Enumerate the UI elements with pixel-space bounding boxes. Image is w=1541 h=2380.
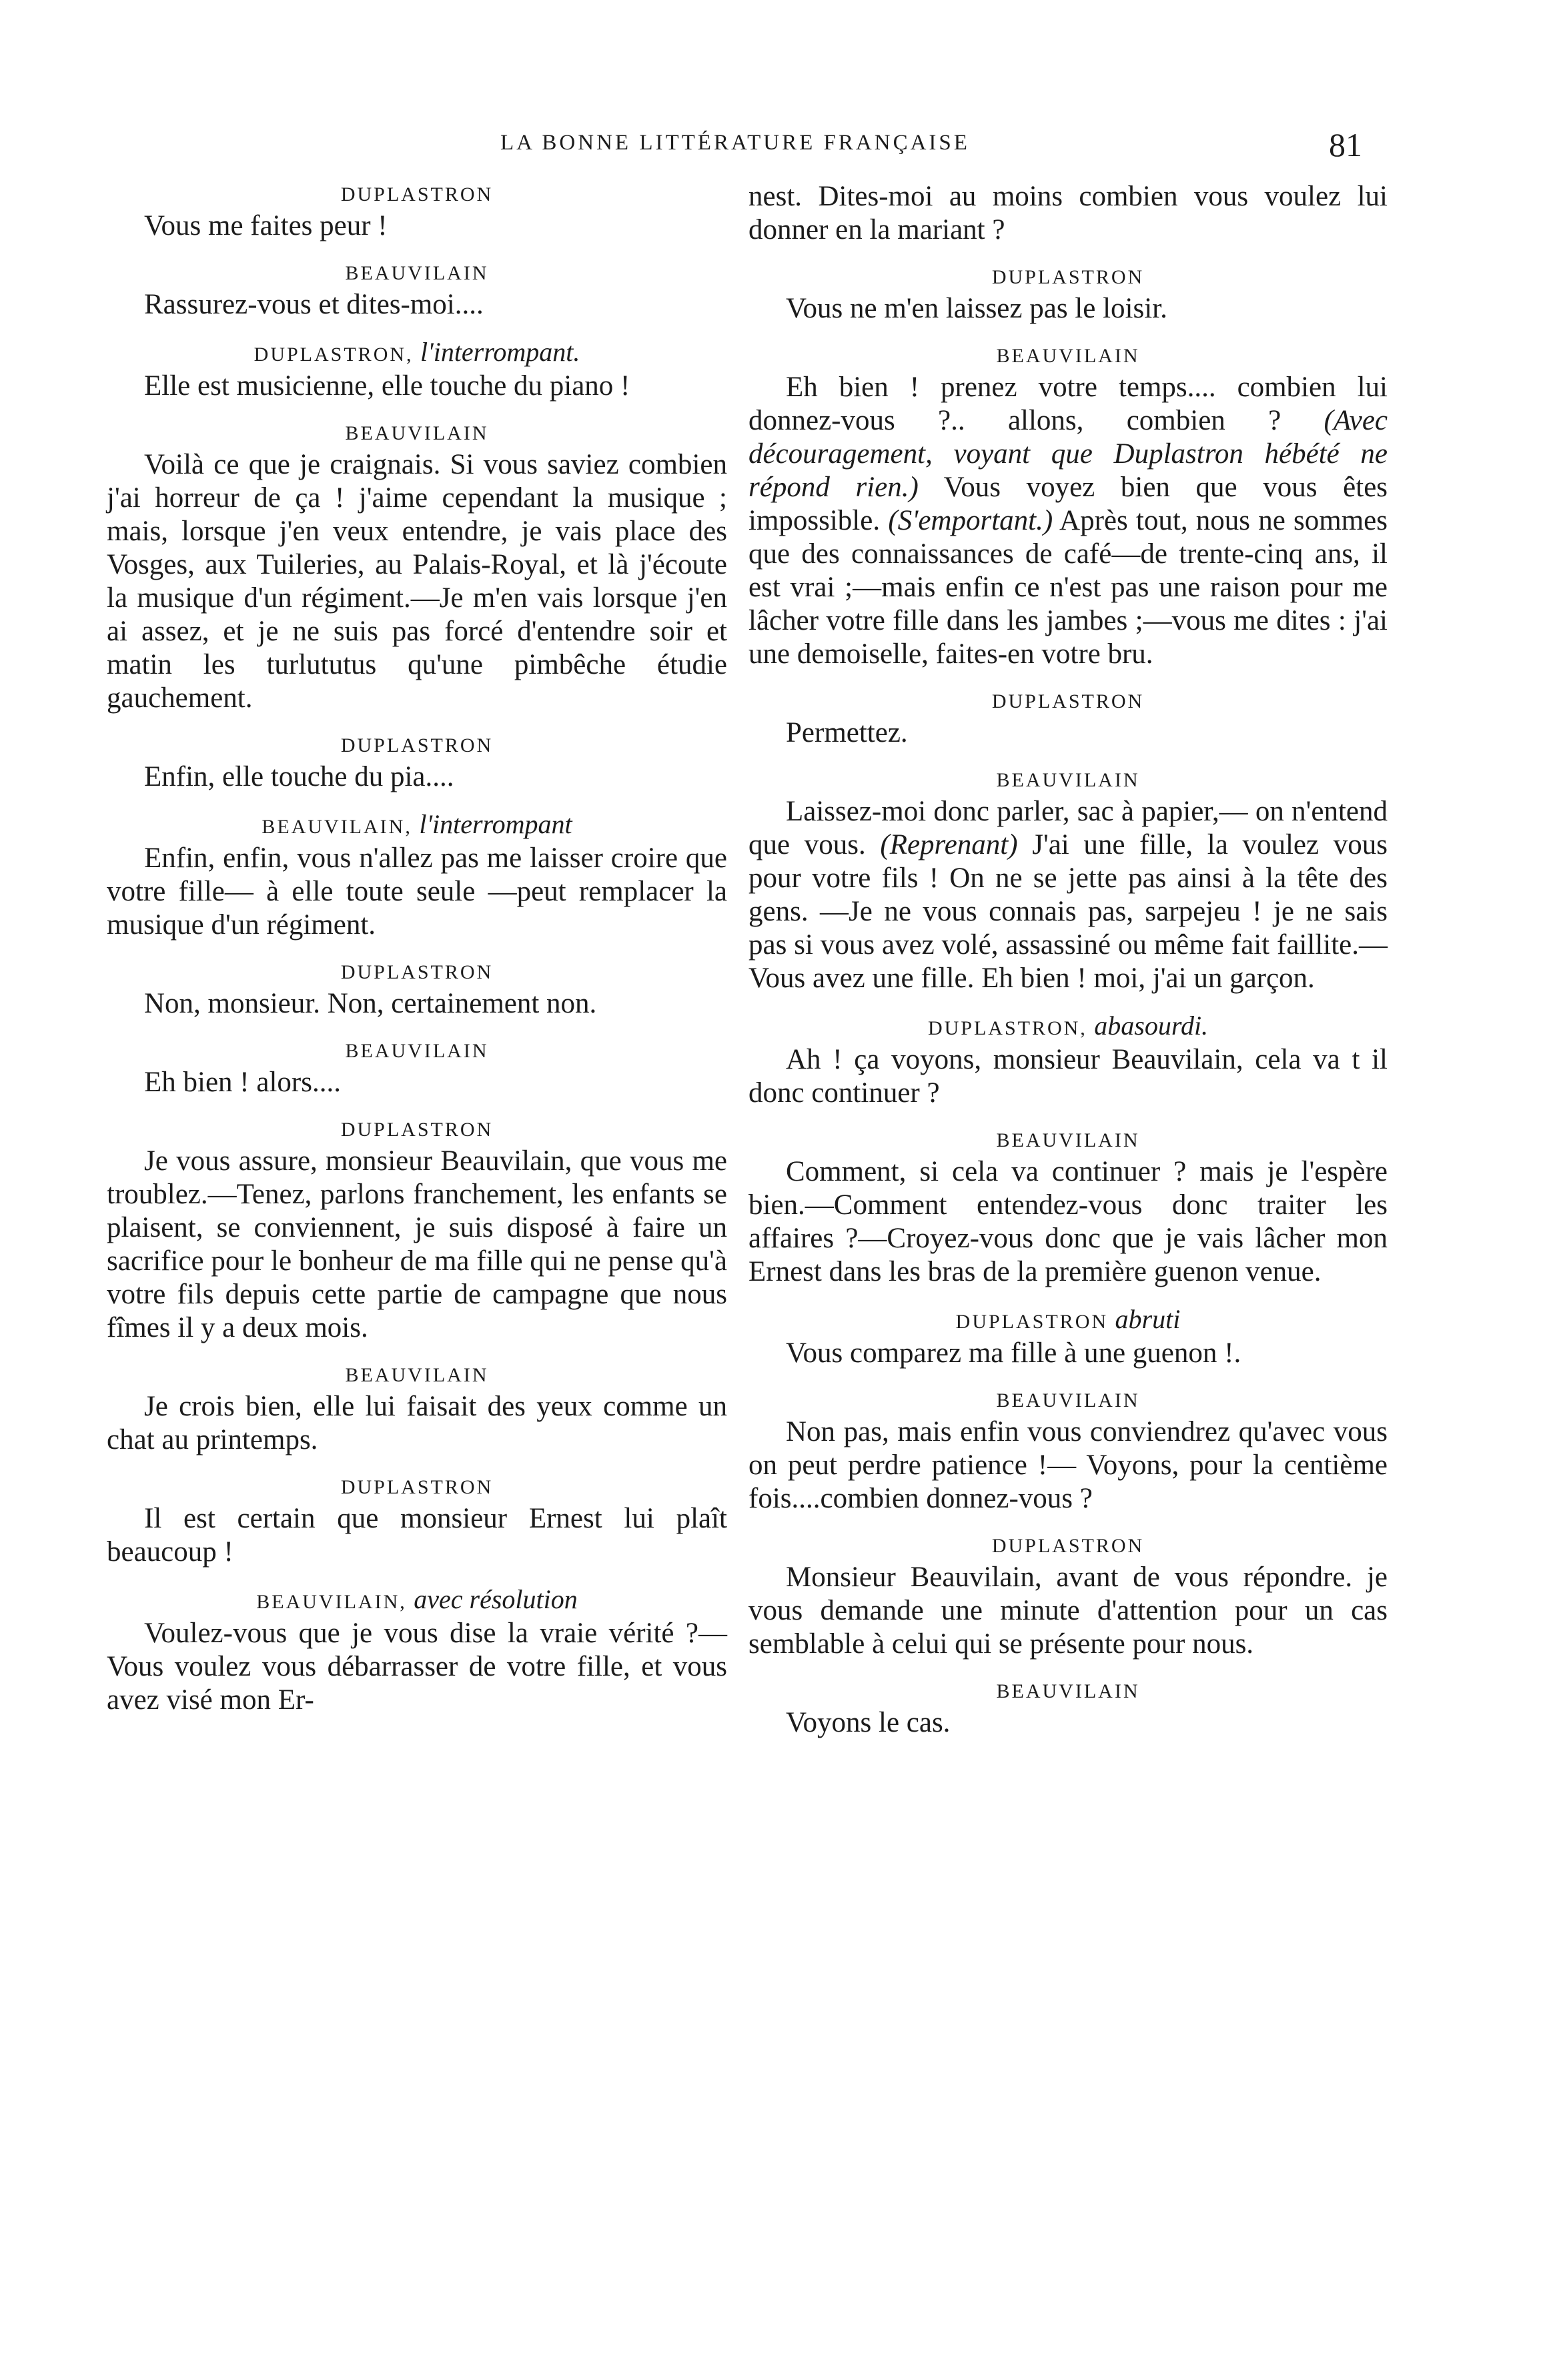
dialogue-block — [107, 338, 727, 403]
speaker-name — [748, 1305, 1388, 1337]
page-header — [0, 126, 1541, 171]
right-column — [748, 180, 1388, 1756]
dialogue-block — [748, 1305, 1388, 1370]
speech-segment: Non pas, mais enfin vous conviendrez qu'avec vous on peut perdre patience !— Voyons, pour la centième fois....combien donnez-vous ? — [748, 1416, 1388, 1514]
speaker-label: BEAUVILAIN — [345, 262, 489, 284]
speech-segment: Je vous assure, monsieur Beauvilain, que vous me troublez.—Tenez, parlons franchement, les enfants se plaisent, se conviennent, je suis disposé à faire un sacrifice pour le bonheur de ma fille qui ne pense qu'à votre fils depuis cette partie de campagne que nous fîmes il y a deux mois. — [107, 1145, 727, 1343]
speaker-label: DUPLASTRON — [340, 734, 494, 756]
speaker-label: BEAUVILAIN — [996, 769, 1140, 791]
speech-segment: Comment, si cela va continuer ? mais je l'espère bien.—Comment entendez-vous donc traiter les affaires ?—Croyez-vous donc que je vais lâcher mon Ernest dans les bras de la première guenon venue. — [748, 1156, 1388, 1287]
speech-text — [748, 1043, 1388, 1110]
left-column — [107, 180, 727, 1733]
speaker-label: DUPLASTRON — [991, 1535, 1145, 1557]
speaker-name — [748, 1677, 1388, 1706]
speaker-name — [748, 1011, 1388, 1043]
speech-text — [748, 292, 1388, 326]
speaker-name — [107, 338, 727, 370]
speech-text — [748, 1706, 1388, 1740]
page-number: 81 — [1329, 126, 1362, 163]
speech-segment: Eh bien ! prenez votre temps.... combien lui donnez-vous ?.. allons, combien ? — [748, 372, 1388, 436]
speech-text — [107, 842, 727, 942]
speaker-name — [748, 1532, 1388, 1561]
dialogue-block — [107, 180, 727, 243]
speech-segment: Non, monsieur. Non, certainement non. — [144, 988, 597, 1019]
speech-segment: Il est certain que monsieur Ernest lui plaît beaucoup ! — [107, 1503, 727, 1568]
speaker-name — [748, 687, 1388, 716]
speaker-label: BEAUVILAIN — [345, 1040, 489, 1062]
speech-segment: Voilà ce que je craignais. Si vous saviez combien j'ai horreur de ça ! j'aime cependant la musique ; mais, lorsque j'en veux entendre, je vais place des Vosges, aux Tuileries, au Palais-Royal, et là j'écoute la musique d'un régiment.—Je m'en vais lorsque j'en ai assez, et je ne suis pas forcé d'entendre soir et matin les turlututus qu'une pimbêche étudie gauchement. — [107, 449, 727, 714]
speaker-label: BEAUVILAIN — [996, 1680, 1140, 1702]
speaker-name — [107, 1361, 727, 1390]
speaker-name — [748, 766, 1388, 795]
dialogue-block — [107, 259, 727, 322]
speaker-name — [107, 1037, 727, 1066]
speaker-label: DUPLASTRON — [991, 266, 1145, 288]
stage-direction: (S'emportant.) — [888, 505, 1053, 536]
speech-text — [107, 760, 727, 794]
dialogue-block — [748, 1386, 1388, 1516]
speech-text — [107, 1617, 727, 1717]
stage-direction: l'interrompant — [419, 809, 572, 839]
speech-text — [748, 180, 1388, 247]
speech-text — [107, 1502, 727, 1569]
speech-segment: Rassurez-vous et dites-moi.... — [144, 289, 484, 320]
speaker-label: DUPLASTRON — [340, 961, 494, 983]
speech-text — [107, 1066, 727, 1099]
stage-direction: abasourdi. — [1094, 1011, 1209, 1041]
speaker-label: BEAUVILAIN — [996, 1389, 1140, 1411]
speaker-label: BEAUVILAIN, — [256, 1591, 407, 1613]
speech-text — [748, 716, 1388, 750]
speaker-label: DUPLASTRON, — [927, 1017, 1087, 1039]
speaker-label: DUPLASTRON — [340, 183, 494, 205]
speaker-name — [748, 1386, 1388, 1415]
speaker-label: BEAUVILAIN — [345, 1364, 489, 1386]
speech-segment: Permettez. — [786, 717, 908, 748]
speech-segment: Elle est musicienne, elle touche du piano ! — [144, 370, 630, 402]
speaker-label: DUPLASTRON — [340, 1119, 494, 1141]
speaker-name — [107, 259, 727, 288]
dialogue-block — [748, 687, 1388, 750]
speaker-label: DUPLASTRON — [340, 1476, 494, 1498]
dialogue-block — [748, 1532, 1388, 1661]
dialogue-block — [748, 342, 1388, 671]
speaker-label: BEAUVILAIN, — [262, 816, 412, 838]
speech-text — [107, 288, 727, 322]
speech-segment: Monsieur Beauvilain, avant de vous répondre. je vous demande une minute d'attention pour un cas semblable à celui qui se présente pour nous. — [748, 1562, 1388, 1660]
speech-segment: Vous voyez bien que vous êtes impossible. — [748, 472, 1388, 536]
speech-segment: J'ai une fille, la voulez vous pour votre fils ! On ne se jette pas ainsi à la tête des gens. —Je ne vous connais pas, sarpejeu ! je ne sais pas si vous avez volé, assassiné ou même fait faillite.—Vous avez une fille. Eh bien ! moi, j'ai un garçon. — [748, 829, 1388, 994]
speech-text — [107, 370, 727, 403]
dialogue-block — [107, 1585, 727, 1717]
speaker-name — [107, 810, 727, 842]
speech-segment: Vous me faites peur ! — [144, 210, 388, 241]
dialogue-block — [748, 180, 1388, 247]
dialogue-block — [107, 419, 727, 715]
speech-segment: Voulez-vous que je vous dise la vraie vérité ?—Vous voulez vous débarrasser de votre fille, et vous avez visé mon Er- — [107, 1618, 727, 1716]
speaker-label: DUPLASTRON — [991, 690, 1145, 712]
speech-segment: nest. Dites-moi au moins combien vous voulez lui donner en la mariant ? — [748, 181, 1388, 245]
dialogue-block — [748, 1677, 1388, 1740]
dialogue-block — [107, 810, 727, 942]
speaker-name — [107, 731, 727, 760]
dialogue-block — [107, 731, 727, 794]
speech-segment: Voyons le cas. — [786, 1707, 951, 1738]
dialogue-block — [748, 263, 1388, 326]
speech-segment: Vous ne m'en laissez pas le loisir. — [786, 293, 1167, 324]
dialogue-block — [107, 1473, 727, 1569]
stage-direction: (Reprenant) — [880, 829, 1018, 860]
speech-text — [748, 795, 1388, 995]
speech-text — [107, 448, 727, 715]
speech-segment: Je crois bien, elle lui faisait des yeux comme un chat au printemps. — [107, 1391, 727, 1455]
speech-segment: Laissez-moi donc parler, sac à papier,— on n'entend que vous. — [748, 796, 1388, 860]
dialogue-block — [748, 766, 1388, 995]
speech-segment: Enfin, elle touche du pia.... — [144, 761, 454, 792]
dialogue-block — [748, 1011, 1388, 1110]
running-title: LA BONNE LITTÉRATURE FRANÇAISE — [500, 131, 970, 155]
speech-segment: Vous comparez ma fille à une guenon !. — [786, 1337, 1241, 1369]
speech-text — [748, 1155, 1388, 1289]
stage-direction: abruti — [1115, 1304, 1181, 1334]
speech-segment: Enfin, enfin, vous n'allez pas me laisser croire que votre fille— à elle toute seule —peut remplacer la musique d'un régiment. — [107, 842, 727, 941]
speech-text — [107, 1145, 727, 1345]
speech-text — [748, 1337, 1388, 1370]
dialogue-block — [107, 958, 727, 1021]
speech-segment: Après tout, nous ne sommes que des connaissances de café—de trente-cinq ans, il est vrai ;—mais enfin ce n'est pas une raison pour me lâcher votre fille dans les jambes ;—vous me dites : j'ai une demoiselle, faites-en votre bru. — [748, 505, 1388, 670]
dialogue-block — [107, 1361, 727, 1457]
stage-direction: avec résolution — [414, 1584, 578, 1614]
speaker-label: BEAUVILAIN — [996, 345, 1140, 367]
speech-text — [748, 1415, 1388, 1516]
speaker-name — [748, 263, 1388, 292]
speaker-label: BEAUVILAIN — [345, 422, 489, 444]
speaker-name — [748, 1126, 1388, 1155]
speech-text — [748, 1561, 1388, 1661]
dialogue-block — [107, 1115, 727, 1345]
stage-direction: (Avec découragement, voyant que Duplastron hébété ne répond rien.) — [748, 405, 1388, 503]
speaker-label: DUPLASTRON, — [253, 344, 414, 366]
speaker-name — [107, 180, 727, 209]
speech-segment: Eh bien ! alors.... — [144, 1067, 341, 1098]
stage-direction: l'interrompant. — [420, 337, 580, 367]
speaker-label: DUPLASTRON — [955, 1311, 1109, 1333]
speaker-name — [748, 342, 1388, 371]
speech-text — [107, 1390, 727, 1457]
speaker-name — [107, 1585, 727, 1617]
dialogue-block — [748, 1126, 1388, 1289]
speaker-name — [107, 419, 727, 448]
dialogue-block — [107, 1037, 727, 1099]
speech-segment: Ah ! ça voyons, monsieur Beauvilain, cela va t il donc continuer ? — [748, 1044, 1388, 1109]
speech-text — [107, 987, 727, 1021]
speech-text — [107, 209, 727, 243]
speech-text — [748, 371, 1388, 671]
speaker-name — [107, 958, 727, 987]
speaker-name — [107, 1115, 727, 1145]
speaker-name — [107, 1473, 727, 1502]
speaker-label: BEAUVILAIN — [996, 1129, 1140, 1151]
